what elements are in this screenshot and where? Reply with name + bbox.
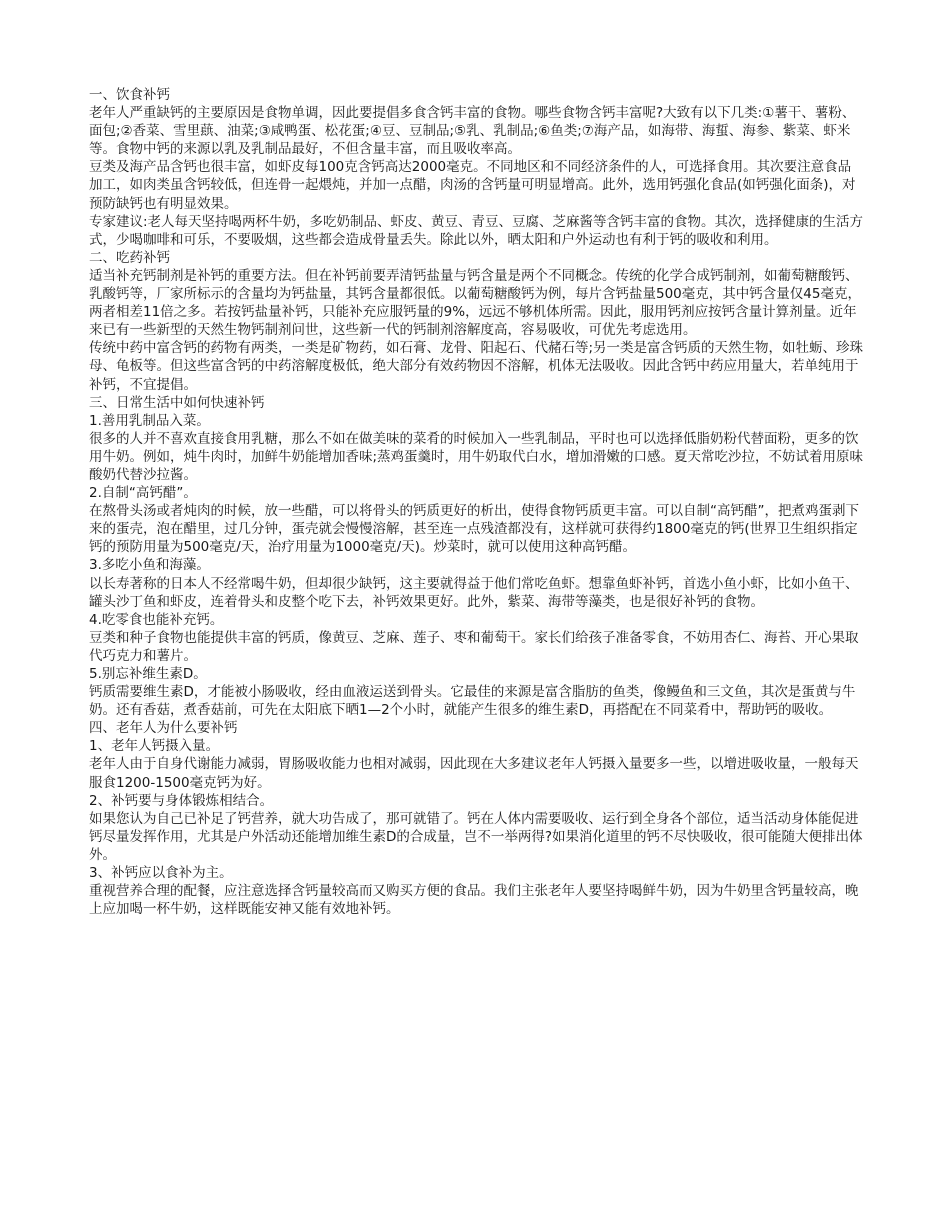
paragraph: 很多的人并不喜欢直接食用乳糖，那么不如在做美味的菜肴的时候加入一些乳制品，平时也可以选择低脂奶粉代替面粉，更多的饮用牛奶。例如，炖牛肉时，加鲜牛奶能增加香味;蒸鸡蛋羹时，用牛奶取代白水，增加滑嫩的口感。夏天常吃沙拉，不妨试着用原味酸奶代替沙拉酱。 — [89, 430, 864, 483]
paragraph: 重视营养合理的配餐，应注意选择含钙量较高而又购买方便的食品。我们主张老年人要坚持喝鲜牛奶，因为牛奶里含钙量较高，晚上应加喝一杯牛奶，这样既能安神又能有效地补钙。 — [89, 883, 859, 918]
subheading: 1.善用乳制品入菜。 — [89, 412, 210, 429]
subheading: 1、老年人钙摄入量。 — [89, 738, 220, 755]
section-heading: 一、饮食补钙 — [89, 87, 170, 103]
subheading: 4.吃零食也能补充钙。 — [89, 611, 224, 628]
subheading: 2.自制“高钙醋”。 — [89, 485, 197, 502]
paragraph: 传统中药中富含钙的药物有两类，一类是矿物药，如石膏、龙骨、阳起石、代赭石等;另一类是富含钙质的天然生物，如牡蛎、珍珠母、龟板等。但这些富含钙的中药溶解度极低，绝大部分有效药物因不溶解，机体无法吸收。因此含钙中药应用量大，若单纯用于补钙，不宜提倡。 — [89, 340, 864, 393]
subheading: 3.多吃小鱼和海藻。 — [89, 557, 210, 574]
paragraph: 老年人由于自身代谢能力减弱，胃肠吸收能力也相对减弱，因此现在大多建议老年人钙摄入量要多一些，以增进吸收量，一般每天服食1200-1500毫克钙为好。 — [89, 756, 859, 791]
paragraph: 钙质需要维生素D，才能被小肠吸收，经由血液运送到骨头。它最佳的来源是富含脂肪的鱼类，像鳗鱼和三文鱼，其次是蛋黄与牛奶。还有香菇，煮香菇前，可先在太阳底下晒1—2个小时，就能产生很多的维生素D，再搭配在不同菜肴中，帮助钙的吸收。 — [89, 684, 856, 719]
paragraph: 在熬骨头汤或者炖肉的时候，放一些醋，可以将骨头的钙质更好的析出，使得食物钙质更丰富。可以自制“高钙醋”，把煮鸡蛋剥下来的蛋壳，泡在醋里，过几分钟，蛋壳就会慢慢溶解，甚至连一点残渣都没有，这样就可获得约1800毫克的钙(世界卫生组织指定钙的预防用量为500毫克/天，治疗用量为1000毫克/天)。炒菜时，就可以使用这种高钙醋。 — [89, 503, 859, 556]
paragraph: 专家建议:老人每天坚持喝两杯牛奶，多吃奶制品、虾皮、黄豆、青豆、豆腐、芝麻酱等含钙丰富的食物。其次，选择健康的生活方式，少喝咖啡和可乐，不要吸烟，这些都会造成骨量丢失。除此以外，晒太阳和户外运动也有利于钙的吸收和利用。 — [89, 213, 864, 248]
paragraph: 豆类及海产品含钙也很丰富，如虾皮每100克含钙高达2000毫克。不同地区和不同经济条件的人，可选择食用。其次要注意食品加工，如肉类虽含钙较低，但连骨一起煨炖，并加一点醋，肉汤的含钙量可明显增高。此外，选用钙强化食品(如钙强化面条)，对预防缺钙也有明显效果。 — [89, 159, 856, 212]
paragraph: 适当补充钙制剂是补钙的重要方法。但在补钙前要弄清钙盐量与钙含量是两个不同概念。传统的化学合成钙制剂，如葡萄糖酸钙、乳酸钙等，厂家所标示的含量均为钙盐量，其钙含量都很低。以葡萄糖酸钙为例，每片含钙盐量500毫克，其中钙含量仅45毫克，两者相差11倍之多。若按钙盐量补钙，只能补充应服钙量的9%，远远不够机体所需。因此，服用钙剂应按钙含量计算剂量。近年来已有一些新型的天然生物钙制剂问世，这些新一代的钙制剂溶解度高，容易吸收，可优先考虑选用。 — [89, 267, 861, 339]
subheading: 3、补钙应以食补为主。 — [89, 865, 233, 882]
subheading: 5.别忘补维生素D。 — [89, 666, 207, 682]
paragraph: 豆类和种子食物也能提供丰富的钙质，像黄豆、芝麻、莲子、枣和葡萄干。家长们给孩子准备零食，不妨用杏仁、海苔、开心果取代巧克力和薯片。 — [89, 629, 859, 664]
document-body — [89, 86, 864, 918]
section-heading: 三、日常生活中如何快速补钙 — [89, 394, 265, 411]
paragraph: 以长寿著称的日本人不经常喝牛奶，但却很少缺钙，这主要就得益于他们常吃鱼虾。想靠鱼虾补钙，首选小鱼小虾，比如小鱼干、罐头沙丁鱼和虾皮，连着骨头和皮整个吃下去，补钙效果更好。此外，紫菜、海带等藻类，也是很好补钙的食物。 — [89, 575, 859, 610]
paragraph: 老年人严重缺钙的主要原因是食物单调，因此要提倡多食含钙丰富的食物。哪些食物含钙丰富呢?大致有以下几类:①薯干、薯粉、面包;②香菜、雪里蕻、油菜;③咸鸭蛋、松花蛋;④豆、豆制品;⑤乳、乳制品;⑥鱼类;⑦海产品，如海带、海蜇、海参、紫菜、虾米等。食物中钙的来源以乳及乳制品最好，不但含量丰富，而且吸收率高。 — [89, 105, 856, 158]
section-heading: 四、老年人为什么要补钙 — [89, 720, 238, 737]
subheading: 2、补钙要与身体锻炼相结合。 — [89, 792, 274, 809]
paragraph: 如果您认为自己已补足了钙营养，就大功告成了，那可就错了。钙在人体内需要吸收、运行到全身各个部位，适当活动身体能促进钙尽量发挥作用，尤其是户外活动还能增加维生素D的合成量，岂不一举两得?如果消化道里的钙不尽快吸收，很可能随大便排出体外。 — [89, 810, 863, 863]
section-heading: 二、吃药补钙 — [89, 249, 170, 266]
